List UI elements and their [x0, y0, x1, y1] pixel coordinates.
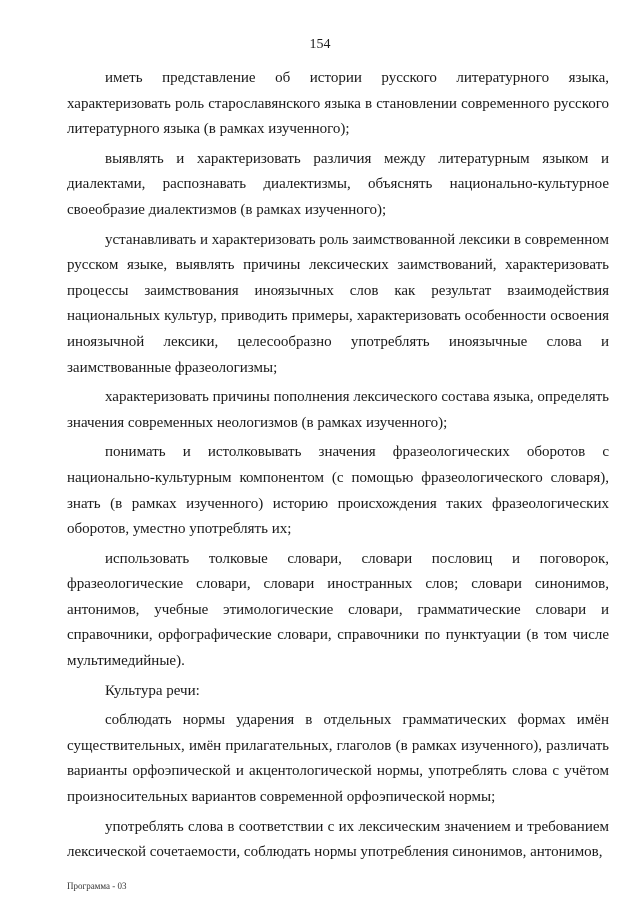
paragraph: соблюдать нормы ударения в отдельных грамматических формах имён существительных, имён прилагательных, глаголов (в рамках изученного), различать варианты орфоэпической и акцентологической нормы, употреблять слова с учётом произносительных вариантов современной орфоэпической нормы;: [67, 712, 609, 806]
document-body: [67, 66, 609, 870]
paragraph: употреблять слова в соответствии с их лексическим значением и требованием лексической сочетаемости, соблюдать нормы употребления синонимов, антонимов,: [67, 818, 609, 861]
paragraph: устанавливать и характеризовать роль заимствованной лексики в современном русском языке, выявлять причины лексических заимствований, характеризовать процессы заимствования иноязычных слов как результат взаимодействия национальных культур, приводить примеры, характеризовать особенности освоения иноязычной лексики, целесообразно употреблять иноязычные слова и заимствованные фразеологизмы;: [67, 231, 609, 376]
paragraph: иметь представление об истории русского литературного языка, характеризовать роль старославянского языка в становлении современного русского литературного языка (в рамках изученного);: [67, 70, 609, 138]
paragraph: характеризовать причины пополнения лексического состава языка, определять значения современных неологизмов (в рамках изученного);: [67, 389, 609, 431]
paragraph: использовать толковые словари, словари пословиц и поговорок, фразеологические словари, словари иностранных слов; словари синонимов, антонимов, учебные этимологические словари, грамматические словари и справочники, орфографические словари, справочники по пунктуации (в том числе мультимедийные).: [67, 550, 609, 670]
paragraph: понимать и истолковывать значения фразеологических оборотов с национально-культурным компонентом (с помощью фразеологического словаря), знать (в рамках изученного) историю происхождения таких фразеологических оборотов, уместно употреблять их;: [67, 444, 609, 538]
page-footer: Программа - 03: [67, 881, 127, 891]
paragraph: выявлять и характеризовать различия между литературным языком и диалектами, распознавать диалектизмы, объяснять национально-культурное своеобразие диалектизмов (в рамках изученного);: [67, 150, 609, 218]
section-heading: Культура речи:: [105, 682, 200, 699]
page-number: 154: [309, 37, 331, 52]
